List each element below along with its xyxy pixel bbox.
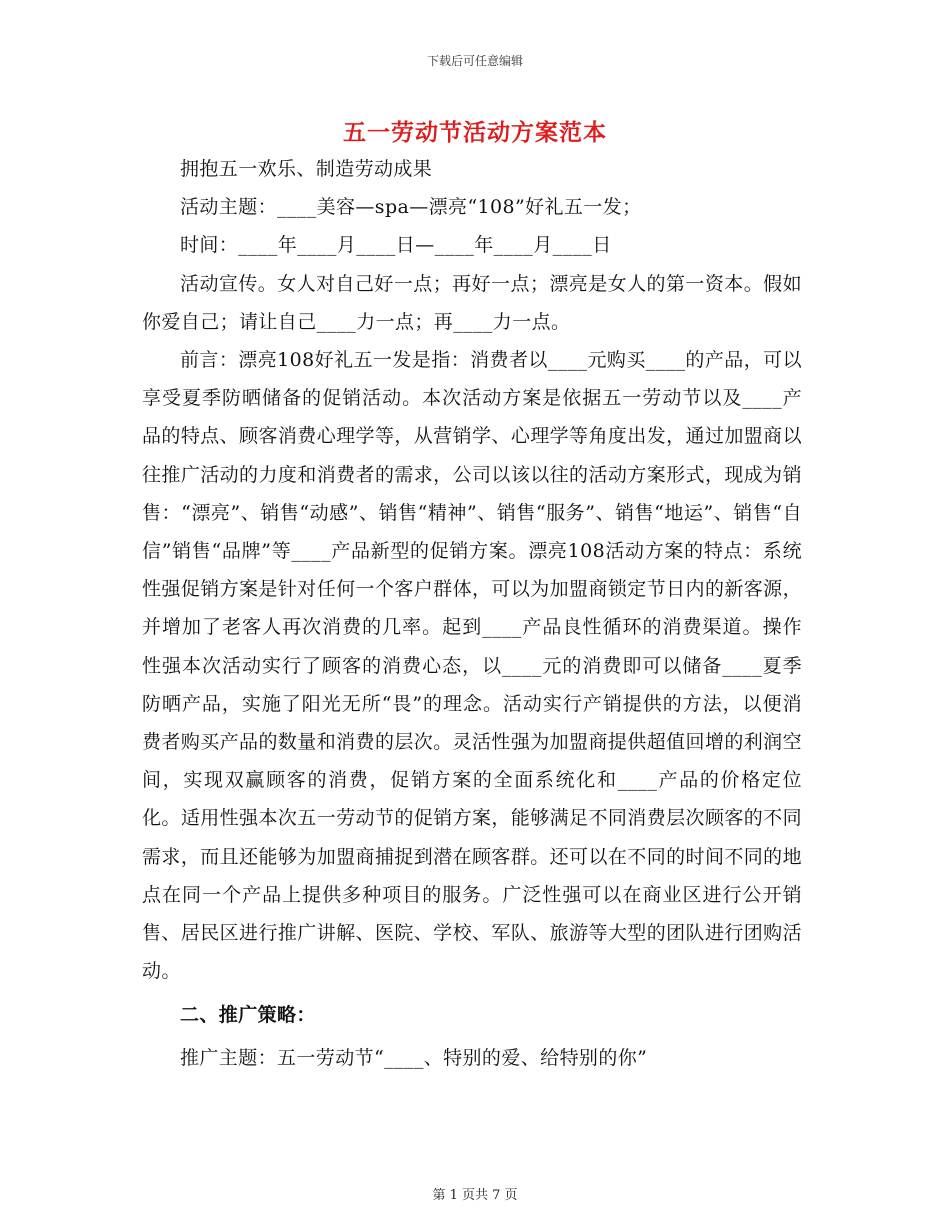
document-body [142, 150, 802, 1077]
paragraph-preface: 前言：漂亮108好礼五一发是指：消费者以____元购买____的产品，可以享受夏季防晒储备的促销活动。本次活动方案是依据五一劳动节以及____产品的特点、顾客消费心理学等，从营销学、心理学等角度出发，通过加盟商以往推广活动的力度和消费者的需求，公司以该以往的活动方案形式，现成为销售：“漂亮”、销售“动感”、销售“精神”、销售“服务”、销售“地运”、销售“自信”销售“品牌”等____产品新型的促销方案。漂亮108活动方案的特点：系统性强促销方案是针对任何一个客户群体，可以为加盟商锁定节日内的新客源，并增加了老客人再次消费的几率。起到____产品良性循环的消费渠道。操作性强本次活动实行了顾客的消费心态，以____元的消费即可以储备____夏季防晒产品，实施了阳光无所“畏”的理念。活动实行产销提供的方法，以便消费者购买产品的数量和消费的层次。灵活性强为加盟商提供超值回增的利润空间，实现双赢顾客的消费，促销方案的全面系统化和____产品的价格定位化。适用性强本次五一劳动节的促销方案，能够满足不同消费层次顾客的不同需求，而且还能够为加盟商捕捉到潜在顾客群。还可以在不同的时间不同的地点在同一个产品上提供多种项目的服务。广泛性强可以在商业区进行公开销售、居民区进行推广讲解、医院、学校、军队、旅游等大型的团队进行团购活动。 [142, 349, 802, 983]
paragraph-time: 时间：____年____月____日—____年____月____日 [180, 234, 612, 257]
document-title: 五一劳动节活动方案范本 [343, 119, 607, 146]
paragraph-promo-theme: 推广主题：五一劳动节“____、特别的爱、给特别的你” [180, 1046, 648, 1069]
section-heading: 二、推广策略： [180, 1004, 316, 1027]
page-footer: 第 1 页共 7 页 [432, 1188, 518, 1203]
paragraph-theme: 活动主题：____美容—spa—漂亮“108”好礼五一发； [180, 196, 642, 219]
paragraph-slogan: 拥抱五一欢乐、制造劳动成果 [180, 158, 433, 180]
paragraph-promotion: 活动宣传。女人对自己好一点；再好一点；漂亮是女人的第一资本。假如你爱自己；请让自己____力一点；再____力一点。 [142, 272, 802, 333]
page-header: 下载后可任意编辑 [426, 54, 523, 68]
